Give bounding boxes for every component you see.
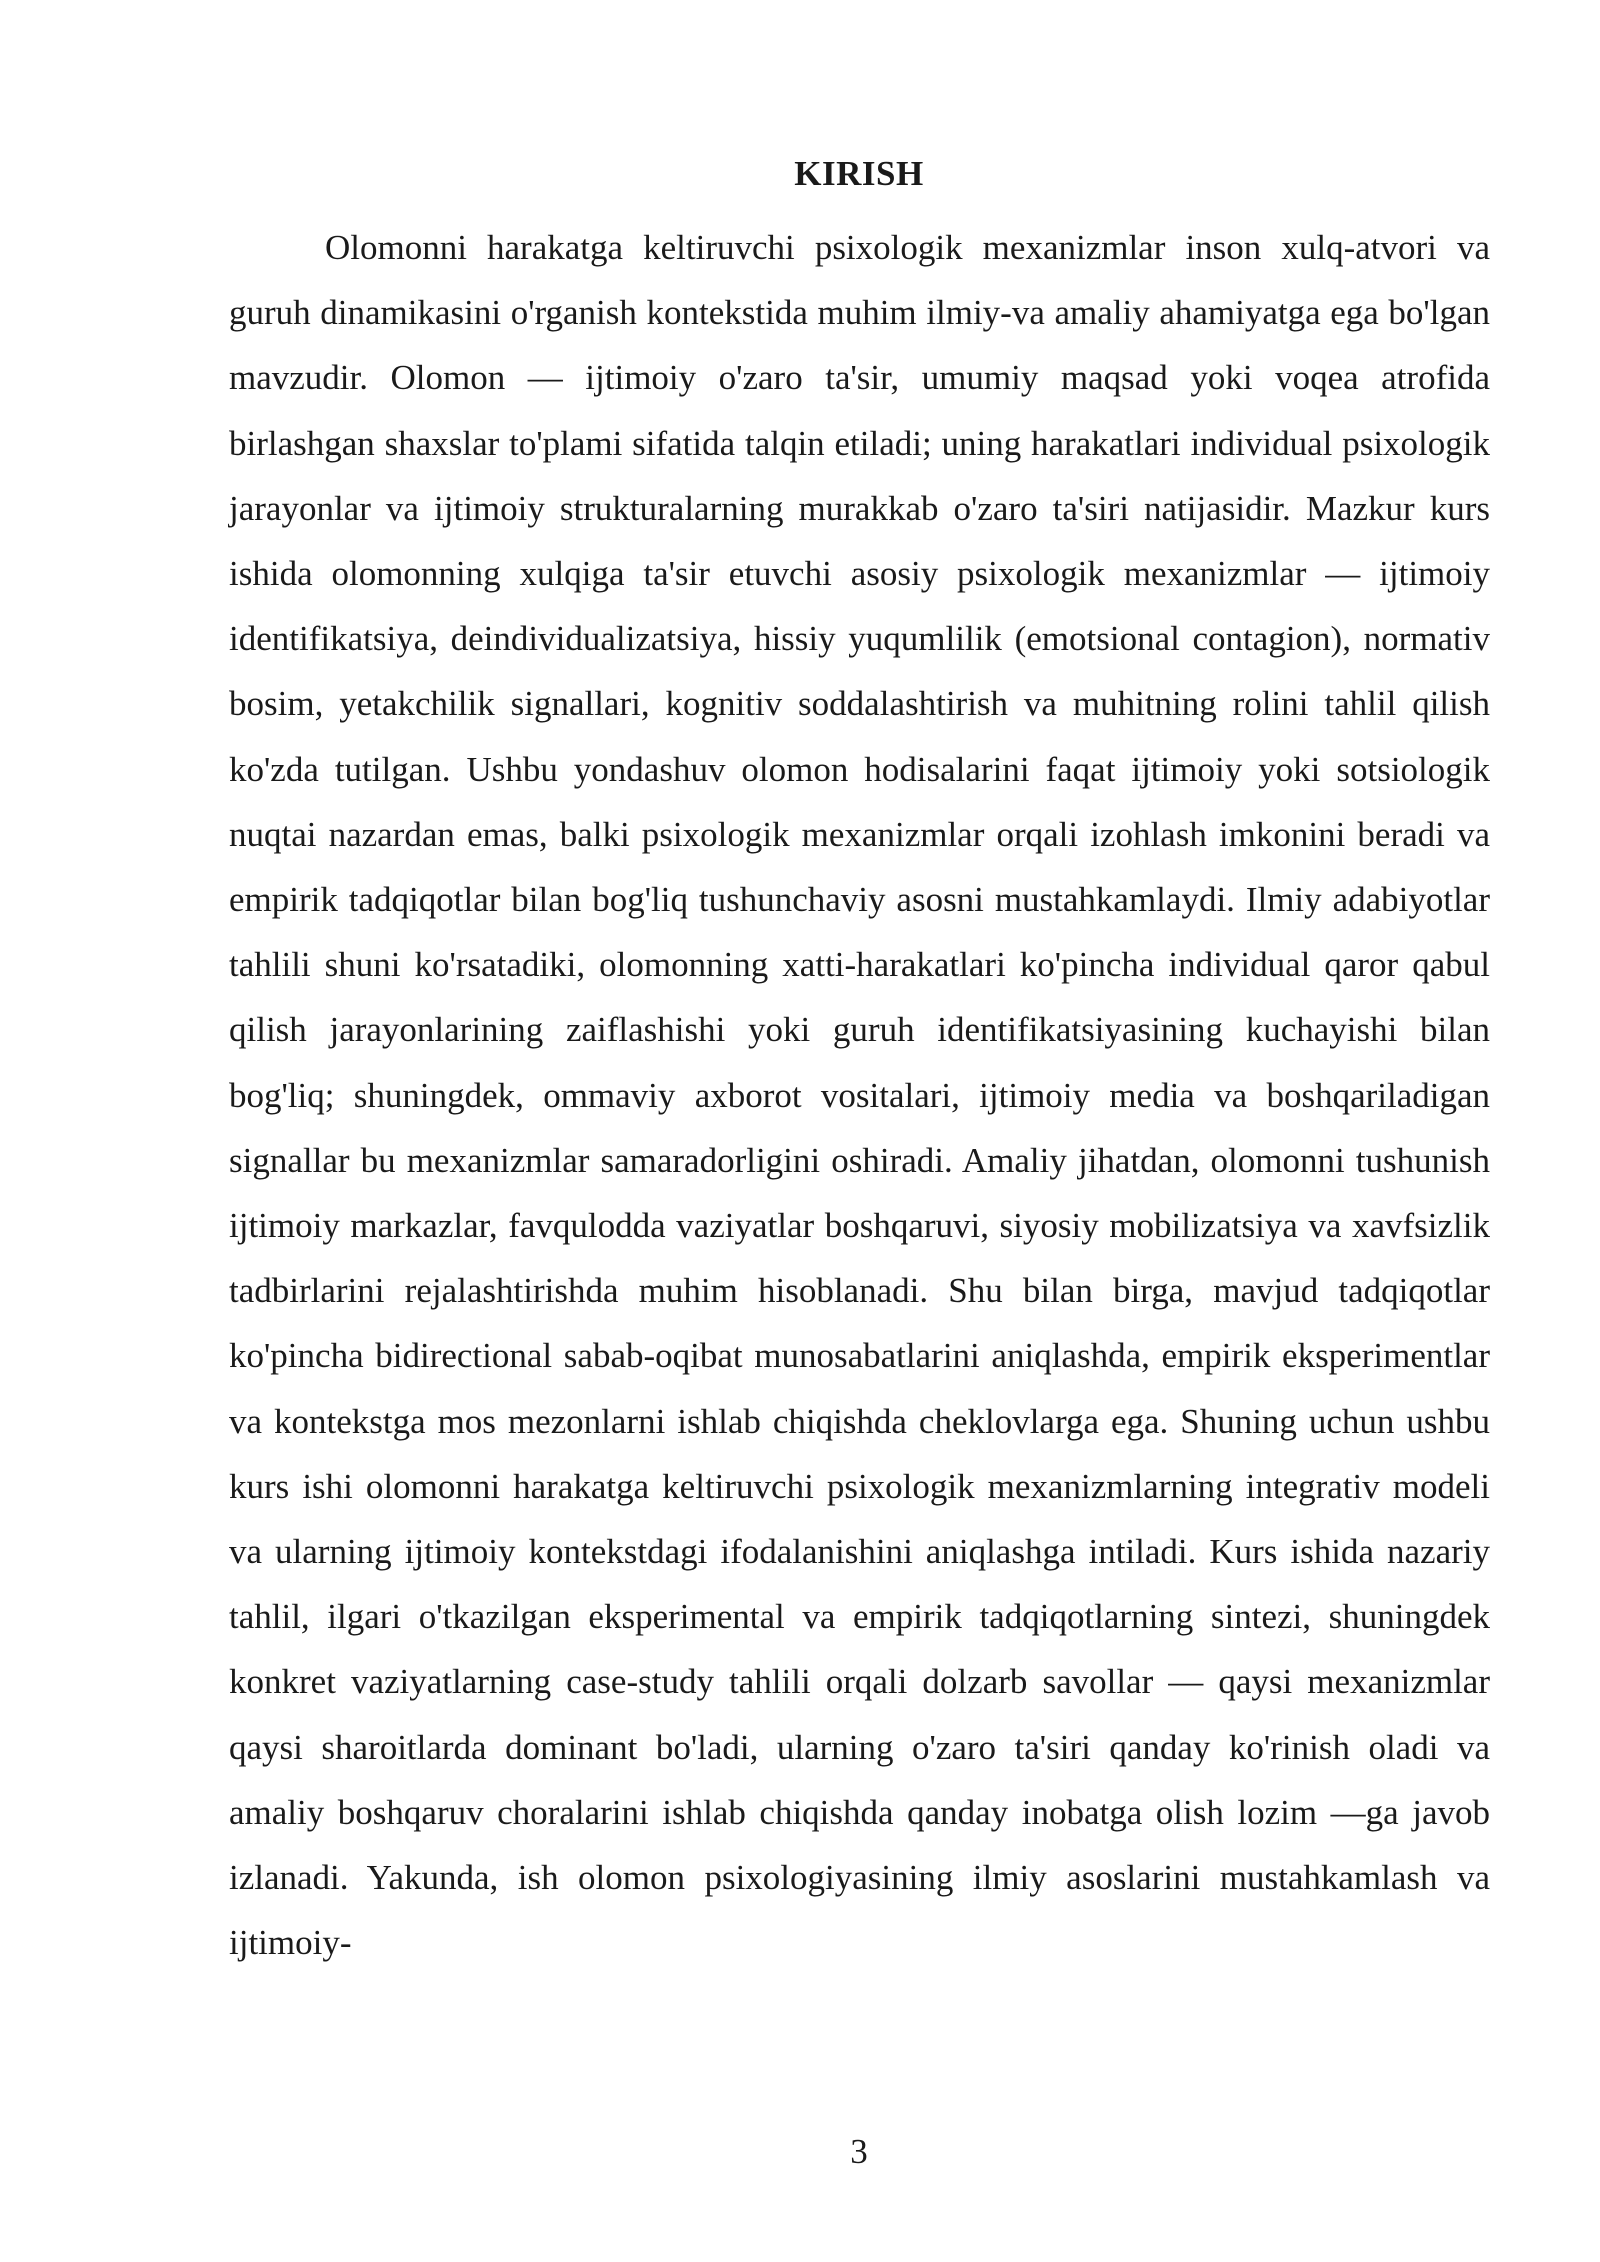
section-heading: KIRISH	[794, 154, 924, 193]
page-number: 3	[850, 2132, 868, 2171]
body-paragraph: Olomonni harakatga keltiruvchi psixologik mexanizmlar inson xulq-atvori va guruh dinamikasini o'rganish kontekstida muhim ilmiy-va amaliy ahamiyatga ega bo'lgan mavzudir. Olomon — ijtimoiy o'zaro ta'sir, umumiy maqsad yoki voqea atrofida birlashgan shaxslar to'plami sifatida talqin etiladi; uning harakatlari individual psixologik jarayonlar va ijtimoiy strukturalarning murakkab o'zaro ta'siri natijasidir. Mazkur kurs ishida olomonning xulqiga ta'sir etuvchi asosiy psixologik mexanizmlar — ijtimoiy identifikatsiya, deindividualizatsiya, hissiy yuqumlilik (emotsional contagion), normativ bosim, yetakchilik signallari, kognitiv soddalashtirish va muhitning rolini tahlil qilish ko'zda tutilgan. Ushbu yondashuv olomon hodisalarini faqat ijtimoiy yoki sotsiologik nuqtai nazardan emas, balki psixologik mexanizmlar orqali izohlash imkonini beradi va empirik tadqiqotlar bilan bog'liq tushunchaviy asosni mustahkamlaydi. Ilmiy adabiyotlar tahlili shuni ko'rsatadiki, olomonning xatti-harakatlari ko'pincha individual qaror qabul qilish jarayonlarining zaiflashishi yoki guruh identifikatsiyasining kuchayishi bilan bog'liq; shuningdek, ommaviy axborot vositalari, ijtimoiy media va boshqariladigan signallar bu mexanizmlar samaradorligini oshiradi. Amaliy jihatdan, olomonni tushunish ijtimoiy markazlar, favqulodda vaziyatlar boshqaruvi, siyosiy mobilizatsiya va xavfsizlik tadbirlarini rejalashtirishda muhim hisoblanadi. Shu bilan birga, mavjud tadqiqotlar ko'pincha bidirectional sabab-oqibat munosabatlarini aniqlashda, empirik eksperimentlar va kontekstga mos mezonlarni ishlab chiqishda cheklovlarga ega. Shuning uchun ushbu kurs ishi olomonni harakatga keltiruvchi psixologik mexanizmlarning integrativ modeli va ularning ijtimoiy kontekstdagi ifodalanishini aniqlashga intiladi. Kurs ishida nazariy tahlil, ilgari o'tkazilgan eksperimental va empirik tadqiqotlarning sintezi, shuningdek konkret vaziyatlarning case-study tahlili orqali dolzarb savollar — qaysi mexanizmlar qaysi sharoitlarda dominant bo'ladi, ularning o'zaro ta'siri qanday ko'rinish oladi va amaliy boshqaruv choralarini ishlab chiqishda qanday inobatga olish lozim —ga javob izlanadi. Yakunda, ish olomon psixologiyasining ilmiy asoslarini mustahkamlash va ijtimoiy-	[229, 228, 1490, 1963]
